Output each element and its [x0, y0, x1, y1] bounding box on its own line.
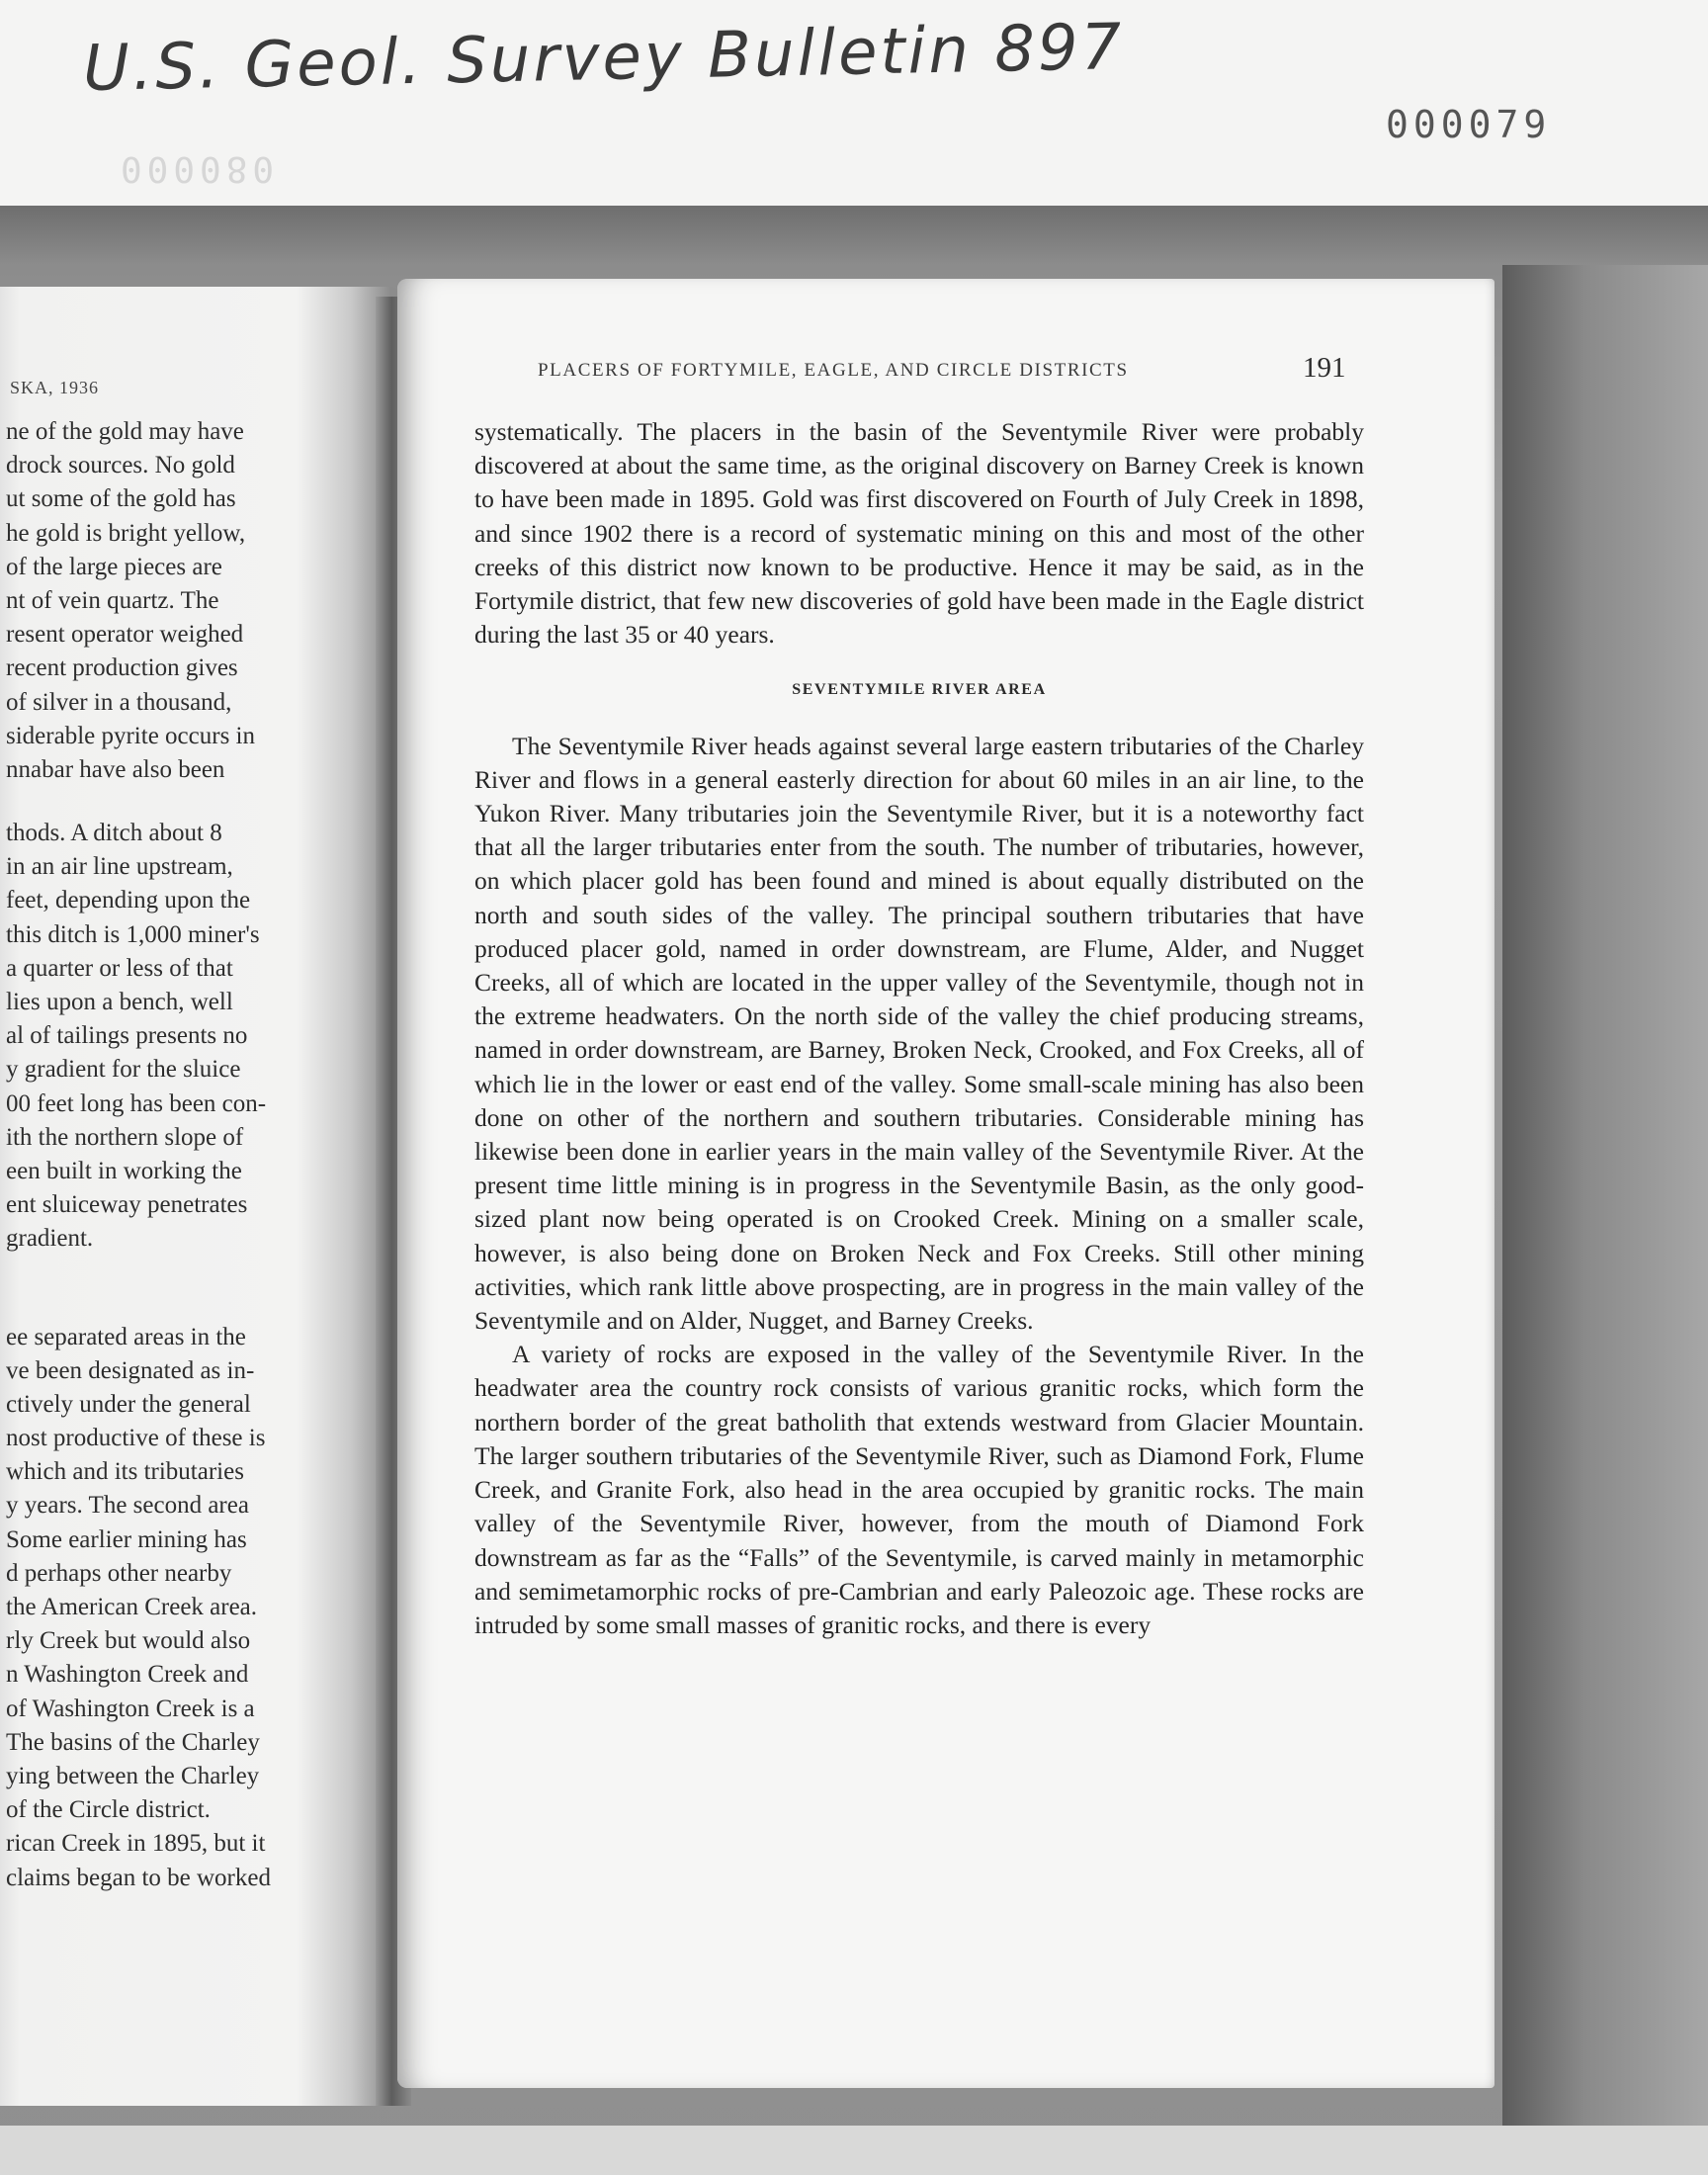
left-line: of the Circle district.: [6, 1796, 211, 1824]
stamp-number: 000079: [1386, 103, 1552, 146]
left-line: siderable pyrite occurs in: [6, 722, 255, 749]
left-line: claims began to be worked: [6, 1864, 271, 1891]
left-line: ctively under the general: [6, 1390, 251, 1418]
left-line: gradient.: [6, 1225, 94, 1253]
left-line: ut some of the gold has: [6, 485, 236, 513]
left-line: nost productive of these is: [6, 1425, 266, 1452]
left-line: ent sluiceway penetrates: [6, 1191, 248, 1219]
left-line: of the large pieces are: [6, 553, 222, 580]
page-number: 191: [1303, 352, 1346, 384]
left-line: resent operator weighed: [6, 621, 244, 649]
left-line: ve been designated as in-: [6, 1356, 255, 1384]
left-line: ith the northern slope of: [6, 1123, 244, 1151]
left-line: recent production gives: [6, 654, 238, 682]
left-line: drock sources. No gold: [6, 452, 235, 479]
left-line: which and its tributaries: [6, 1458, 244, 1486]
page-body: [474, 415, 1364, 1642]
paragraph: A variety of rocks are exposed in the valley of the Seventymile River. In the headwater area the country rock consists of various granitic rocks, which form the northern border of the great batholith that extends westward from Glacier Mountain. The larger southern tributaries of the Seventymile River, such as Diamond Fork, Flume Creek, and Granite Fork, also head in the area occupied by granitic rocks. The main valley of the Seventymile River, however, from the mouth of Diamond Fork downstream as far as the “Falls” of the Seventymile, is carved mainly in metamorphic and semimetamorphic rocks of pre-Cambrian and early Paleozoic age. These rocks are intruded by some small masses of granitic rocks, and there is every: [474, 1340, 1364, 1639]
left-line: ying between the Charley: [6, 1762, 260, 1789]
ghost-stamp: 000080: [121, 148, 280, 189]
running-head: PLACERS OF FORTYMILE, EAGLE, AND CIRCLE DISTRICTS: [538, 360, 1129, 381]
left-line: 00 feet long has been con-: [6, 1089, 267, 1117]
left-line: ne of the gold may have: [6, 418, 244, 445]
handwritten-note: U.S. Geol. Survey Bulletin 897: [82, 10, 1126, 107]
scan-header: [0, 0, 1708, 208]
left-line: a quarter or less of that: [6, 954, 233, 982]
left-line: lies upon a bench, well: [6, 989, 233, 1015]
left-line: rican Creek in 1895, but it: [6, 1830, 266, 1858]
left-line: Some earlier mining has: [6, 1525, 247, 1553]
left-line: ee separated areas in the: [6, 1323, 246, 1350]
left-line: the American Creek area.: [6, 1594, 258, 1620]
left-running-head: SKA, 1936: [10, 378, 100, 397]
left-line: y gradient for the sluice: [6, 1056, 241, 1084]
left-line: of Washington Creek is a: [6, 1695, 255, 1722]
left-line: al of tailings presents no: [6, 1022, 248, 1050]
left-line: in an air line upstream,: [6, 853, 233, 881]
left-line: he gold is bright yellow,: [6, 519, 246, 547]
left-line: thods. A ditch about 8: [6, 820, 222, 847]
left-line: this ditch is 1,000 miner's: [6, 920, 260, 948]
left-page: [0, 287, 397, 2106]
left-line: rly Creek but would also: [6, 1627, 251, 1655]
paragraph: The Seventymile River heads against several large eastern tributaries of the Charley River and flows in a general easterly direction for about 60 miles in an air line, to the Yukon River. Many tributaries join the Seventymile River, but it is a noteworthy fact that all the larger tributaries enter from the south. The number of tributaries, however, on which placer gold has been found and mined is about equally distributed on the north and south sides of the valley. The principal southern tributaries that have produced placer gold, named in order downstream, are Flume, Alder, and Nugget Creeks, all of which are located in the upper valley of the Seventymile, though not in the extreme headwaters. On the north side of the valley the chief producing streams, named in order downstream, are Barney, Broken Neck, Crooked, and Fox Creeks, all of which lie in the lower or east end of the valley. Some small-scale mining has also been done on other of the northern and southern tributaries. Considerable mining has likewise been done in earlier years in the main valley of the Seventymile River. At the present time little mining is in progress in the Seventymile Basin, as the only good-sized plant now being operated is on Crooked Creek. Mining on a smaller scale, however, is also being done on Broken Neck and Fox Creeks. Still other mining activities, which rank little above prospecting, are in progress in the main valley of the Seventymile and on Alder, Nugget, and Barney Creeks.: [474, 731, 1364, 1336]
left-line: d perhaps other nearby: [6, 1559, 232, 1587]
section-heading: SEVENTYMILE RIVER AREA: [792, 681, 1047, 699]
left-line: n Washington Creek and: [6, 1661, 249, 1689]
left-line: nnabar have also been: [6, 755, 225, 783]
left-line: nt of vein quartz. The: [6, 586, 219, 614]
scanner-bottom-edge: [0, 2126, 1708, 2175]
paragraph: systematically. The placers in the basin of the Seventymile River were probably discovered at about the same time, as the original discovery on Barney Creek is known to have been made in 1895. Gold was first discovered on Fourth of July Creek in 1898, and since 1902 there is a record of systematic mining on this and most of the other creeks of this district now known to be productive. Hence it may be said, as in the Fortymile district, that few new discoveries of gold have been made in the Eagle district during the last 35 or 40 years.: [474, 417, 1364, 650]
right-page: [397, 279, 1494, 2088]
left-line: of silver in a thousand,: [6, 688, 232, 716]
left-page-text: [6, 415, 332, 1895]
left-line: feet, depending upon the: [6, 887, 251, 914]
left-line: een built in working the: [6, 1157, 242, 1184]
left-line: y years. The second area: [6, 1492, 249, 1520]
left-line: The basins of the Charley: [6, 1728, 260, 1756]
